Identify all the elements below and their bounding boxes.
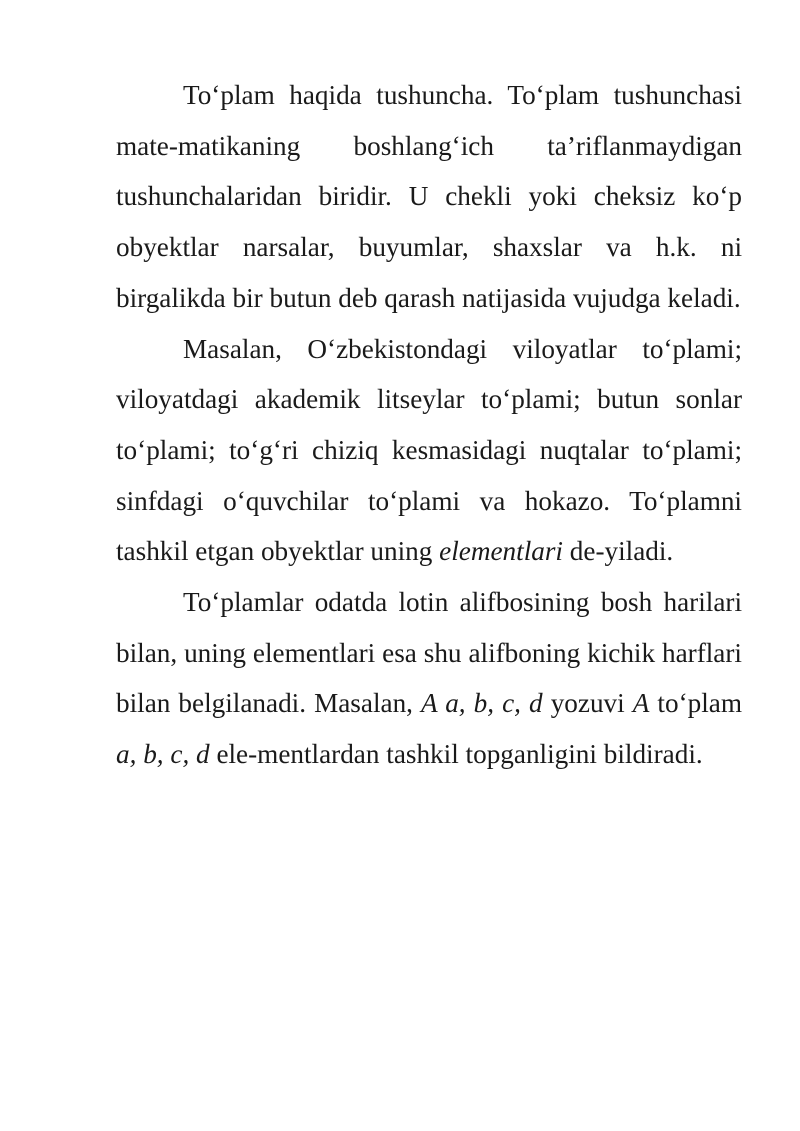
element-letters: a, b, c, d xyxy=(116,739,210,770)
document-page xyxy=(116,70,742,780)
paragraph-3-text-d: ele-mentlardan tashkil topganligini bildiradi. xyxy=(216,739,703,770)
paragraph-set-notation xyxy=(116,577,742,780)
paragraph-3-text-a: To‘plamlar odatda lotin alifbosining bosh harilari bilan, uning elementlari esa shu alifboning kichik harflari bilan belgilanadi. Masalan, xyxy=(116,587,742,719)
paragraph-3-text-b: yozuvi xyxy=(550,688,625,719)
paragraph-2-ending: de-yiladi. xyxy=(569,536,674,567)
paragraph-2-text: Masalan, O‘zbekistondagi viloyatlar to‘plami; viloyatdagi akademik litseylar to‘plami; butun sonlar to‘plami; to‘g‘ri chiziq kesmasidagi nuqtalar to‘plami; sinfdagi o‘quvchilar to‘plami va hokazo. To‘plamni tashkil etgan obyektlar uning xyxy=(116,333,742,567)
paragraph-3-text-c: to‘plam xyxy=(657,688,742,719)
set-letter: A xyxy=(632,688,650,719)
term-elementlari: elementlari xyxy=(439,536,563,567)
paragraph-set-concept xyxy=(116,70,742,324)
notation-example: A a, b, c, d xyxy=(421,688,543,719)
paragraph-1-text: To‘plam haqida tushuncha. To‘plam tushunchasi mate-matikaning boshlang‘ich ta’riflanmaydigan tushunchalaridan biridir. U chekli yoki cheksiz ko‘p obyektlar narsalar, buyumlar, shaxslar va h.k. ni birgalikda bir butun deb qarash natijasida vujudga keladi. xyxy=(116,80,742,313)
paragraph-set-examples xyxy=(116,324,742,578)
